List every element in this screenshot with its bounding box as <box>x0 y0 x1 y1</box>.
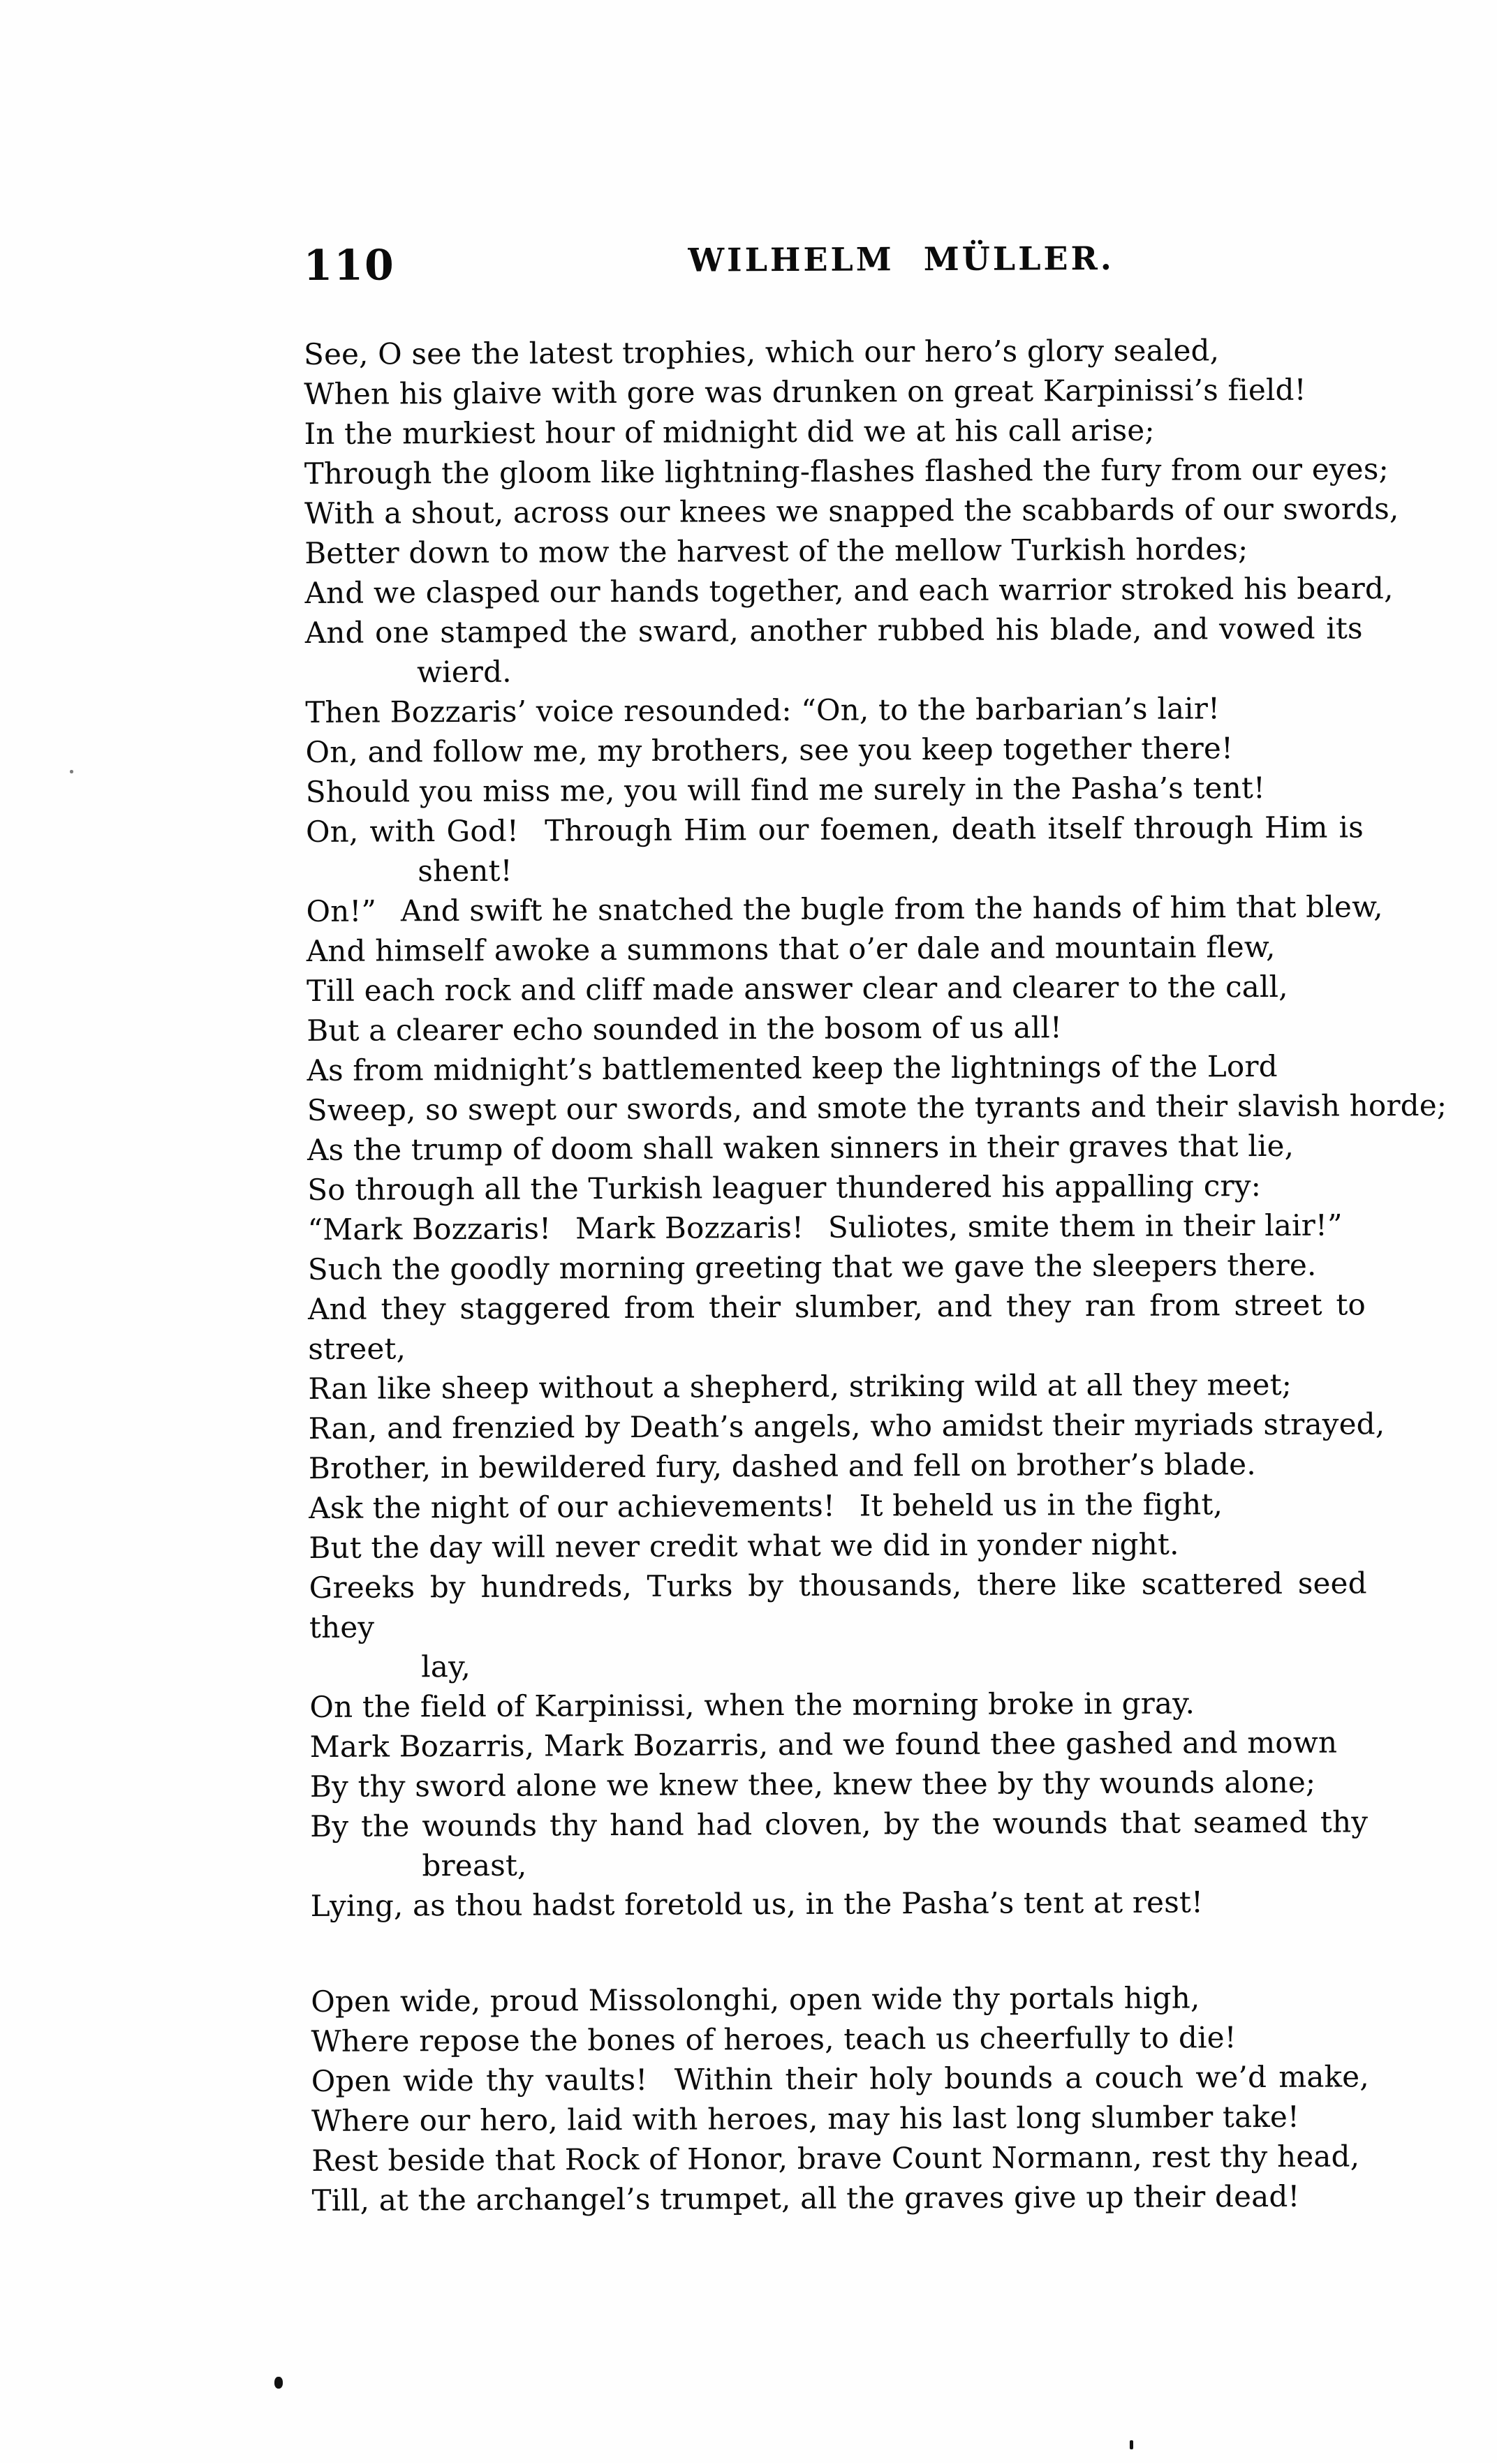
poem-line: Such the goodly morning greeting that we gave the sleepers there. <box>307 1247 1317 1286</box>
poem-line: As from midnight’s battlemented keep the lightnings of the Lord <box>307 1048 1278 1088</box>
poem-line: See, O see the latest trophies, which our hero’s glory sealed, <box>303 333 1220 371</box>
poem-line: And we clasped our hands together, and each warrior stroked his beard, <box>304 571 1394 610</box>
poem-stanza-1 <box>303 329 1447 1926</box>
poem-line: Lying, as thou hadst foretold us, in the Pasha’s tent at rest! <box>310 1885 1204 1923</box>
page-number: 110 <box>303 241 395 291</box>
ink-speck <box>1130 2440 1133 2449</box>
poem-line: Better down to mow the harvest of the mellow Turkish hordes; <box>304 532 1248 570</box>
poem-line: With a shout, across our knees we snapped the scabbards of our swords, <box>304 491 1399 530</box>
running-title: WILHELM MÜLLER. <box>688 239 1114 279</box>
poem-line: And himself awoke a summons that o’er dale and mountain flew, <box>306 929 1276 968</box>
page-header <box>0 0 1496 291</box>
poem-line: Till, at the archangel’s trumpet, all the graves give up their dead! <box>311 2179 1300 2218</box>
poem-line: Ran, and frenzied by Death’s angels, who amidst their myriads strayed, <box>308 1407 1385 1446</box>
poem-line: Brother, in bewildered fury, dashed and fell on brother’s blade. <box>308 1447 1256 1485</box>
poem-line: Rest beside that Rock of Honor, brave Count Normann, rest thy head, <box>311 2139 1360 2178</box>
poem-line: And they staggered from their slumber, and they ran from street to street, <box>307 1287 1366 1366</box>
poem-line: Where repose the bones of heroes, teach us cheerfully to die! <box>311 2020 1237 2058</box>
poem-line: On the field of Karpinissi, when the morning broke in gray. <box>309 1686 1195 1724</box>
poem-line: shent! <box>418 853 512 889</box>
poem-line: Then Bozzaris’ voice resounded: “On, to the barbarian’s lair! <box>305 691 1221 729</box>
poem-line: Sweep, so swept our swords, and smote the tyrants and their slavish horde; <box>307 1088 1447 1127</box>
poem-line: Through the gloom like lightning-flashes flashed the fury from our eyes; <box>304 452 1389 491</box>
poem-line: By thy sword alone we knew thee, knew thee by thy wounds alone; <box>309 1765 1316 1804</box>
poem-line: Should you miss me, you will find me surely in the Pasha’s tent! <box>305 770 1266 809</box>
poem-line: On, with God! Through Him our foemen, death itself through Him is <box>305 810 1364 849</box>
poem-line: But the day will never credit what we did in yonder night. <box>309 1527 1179 1565</box>
poem-line: When his glaive with gore was drunken on great Karpinissi’s field! <box>304 372 1306 411</box>
poem-line: wierd. <box>416 654 512 690</box>
poem-line: As the trump of doom shall waken sinners in their graves that lie, <box>307 1128 1295 1167</box>
poem-line: breast, <box>422 1848 527 1883</box>
poem <box>303 329 1447 2220</box>
poem-line: In the murkiest hour of midnight did we at his call arise; <box>304 413 1155 451</box>
poem-stanza-2 <box>311 1977 1369 2220</box>
poem-line: Till each rock and cliff made answer clear and clearer to the call, <box>306 969 1288 1008</box>
poem-line: Open wide thy vaults! Within their holy bounds a couch we’d make, <box>311 2059 1369 2098</box>
poem-line: Ask the night of our achievements! It beheld us in the fight, <box>309 1487 1223 1525</box>
poem-line: But a clearer echo sounded in the bosom of us all! <box>307 1010 1063 1048</box>
poem-line: Open wide, proud Missolonghi, open wide thy portals high, <box>311 1980 1200 2019</box>
poem-line: lay, <box>421 1649 471 1684</box>
poem-line: By the wounds thy hand had cloven, by the wounds that seamed thy <box>310 1804 1369 1843</box>
ink-speck <box>70 770 73 773</box>
poem-line: And one stamped the sward, another rubbed his blade, and vowed its <box>304 611 1363 650</box>
poem-line: On, and follow me, my brothers, see you keep together there! <box>305 731 1234 769</box>
poem-line: On!” And swift he snatched the bugle from the hands of him that blew, <box>306 889 1383 928</box>
poem-line: Greeks by hundreds, Turks by thousands, there like scattered seed they <box>309 1566 1367 1645</box>
ink-speck <box>274 2377 283 2389</box>
poem-line: So through all the Turkish leaguer thundered his appalling cry: <box>307 1168 1262 1207</box>
poem-line: Mark Bozarris, Mark Bozarris, and we found thee gashed and mown <box>309 1725 1338 1764</box>
poem-line: Where our hero, laid with heroes, may his last long slumber take! <box>311 2099 1300 2138</box>
poem-line: Ran like sheep without a shepherd, striking wild at all they meet; <box>308 1367 1292 1406</box>
poem-line: “Mark Bozzaris! Mark Bozzaris! Suliotes, smite them in their lair!” <box>307 1208 1343 1247</box>
